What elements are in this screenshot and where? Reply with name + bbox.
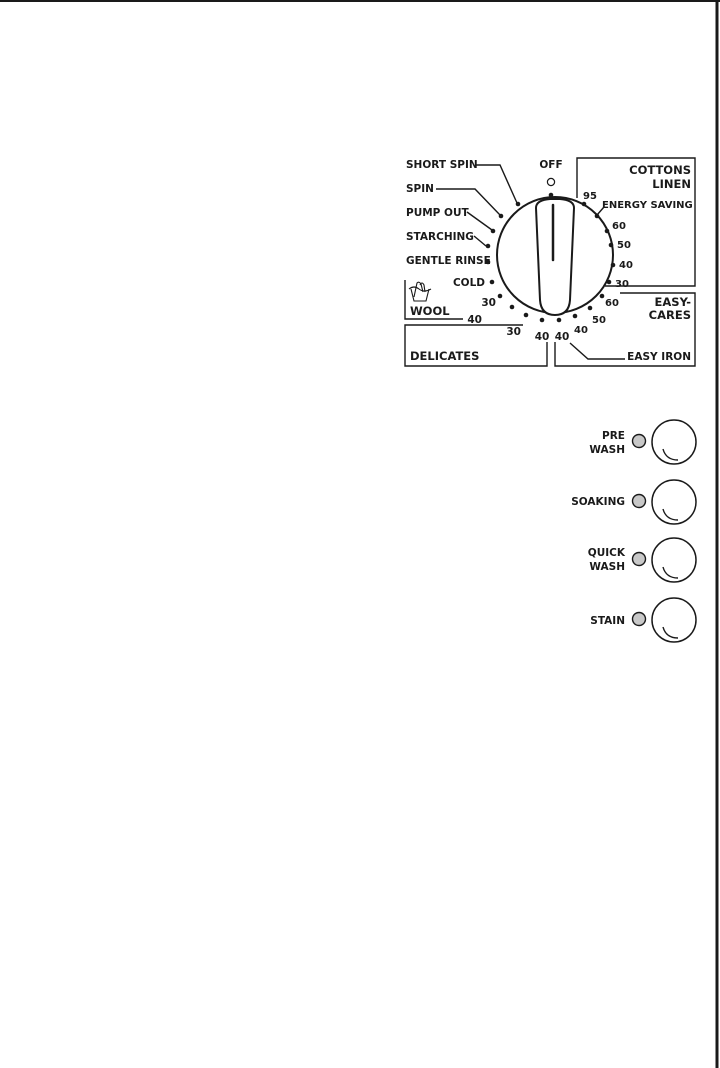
easy-iron-leader — [570, 343, 625, 359]
position-dot — [491, 229, 496, 234]
short-spin-label: SHORT SPIN — [406, 159, 478, 171]
quickwash-label-line2: WASH — [589, 561, 625, 573]
position-dot — [498, 294, 503, 299]
prewash-label-line2: WASH — [589, 444, 625, 456]
pump-out-label: PUMP OUT — [406, 207, 469, 219]
soaking-indicator-light — [633, 495, 646, 508]
position-dot — [524, 313, 529, 318]
position-dot — [557, 318, 562, 323]
delicates-title: DELICATES — [410, 349, 480, 363]
energy-saving-label: ENERGY SAVING — [602, 200, 693, 211]
spin-label: SPIN — [406, 183, 434, 195]
position-dot — [510, 305, 515, 310]
cottons-temp-30: 30 — [615, 279, 629, 290]
position-dot — [595, 214, 600, 219]
position-dot — [516, 202, 521, 207]
position-dot — [540, 318, 545, 323]
wool-title: WOOL — [410, 304, 450, 318]
stain-indicator-light — [633, 613, 646, 626]
gentle-rinse-label: GENTLE RINSE — [406, 255, 491, 267]
position-dot — [600, 294, 605, 299]
soaking-button[interactable] — [652, 480, 696, 524]
quickwash-button[interactable] — [652, 538, 696, 582]
quickwash-label-line1: QUICK — [587, 547, 625, 559]
option-button-quickwash[interactable] — [588, 538, 696, 582]
easycares-temp-60: 60 — [605, 298, 619, 309]
quickwash-indicator-light — [633, 553, 646, 566]
position-dot — [607, 280, 612, 285]
position-dot — [486, 244, 491, 249]
position-dot — [549, 193, 554, 198]
soaking-label: SOAKING — [571, 496, 625, 508]
cottons-temp-60: 60 — [612, 221, 626, 232]
position-dot — [573, 314, 578, 319]
cottons-temp-95: 95 — [583, 191, 597, 202]
easy-iron-label: EASY IRON — [627, 351, 691, 363]
delicates-temp-30: 30 — [506, 326, 521, 338]
wool-temp-40: 40 — [467, 314, 482, 326]
option-button-stain[interactable] — [590, 598, 696, 642]
off-label: OFF — [539, 159, 563, 171]
off-marker-icon — [547, 178, 554, 185]
position-dot — [611, 263, 616, 268]
knob-grip[interactable] — [536, 199, 574, 315]
position-dot — [582, 202, 587, 207]
delicates-temp-40: 40 — [534, 331, 550, 343]
position-dot — [609, 243, 614, 248]
position-dot — [490, 280, 495, 285]
cold-label: COLD — [452, 277, 485, 289]
starching-label: STARCHING — [406, 231, 474, 243]
position-dot — [588, 306, 593, 311]
wool-hand-wash-icon — [409, 282, 431, 301]
pump-out-leader — [467, 212, 492, 230]
prewash-indicator-light — [633, 435, 646, 448]
position-dot — [605, 229, 610, 234]
wool-temp-30: 30 — [481, 297, 496, 309]
easycares-temp-50: 50 — [592, 315, 606, 326]
easy-iron-temp-40: 40 — [554, 331, 570, 343]
programme-dial — [405, 158, 695, 366]
position-dot — [499, 214, 504, 219]
prewash-button[interactable] — [652, 420, 696, 464]
cottons-title: COTTONS — [629, 163, 691, 177]
cottons-temp-40: 40 — [619, 260, 633, 271]
option-button-soaking[interactable] — [571, 480, 696, 524]
cottons-temp-50: 50 — [617, 240, 631, 251]
prewash-label-line1: PRE — [602, 430, 625, 442]
starching-leader — [474, 236, 486, 246]
stain-button[interactable] — [652, 598, 696, 642]
linen-title: LINEN — [652, 177, 691, 191]
easycares-temp-40: 40 — [574, 325, 588, 336]
easycares-title-line2: CARES — [648, 308, 691, 322]
stain-label: STAIN — [590, 615, 625, 627]
easycares-title-line1: EASY- — [654, 295, 691, 309]
option-button-prewash[interactable] — [589, 420, 696, 464]
